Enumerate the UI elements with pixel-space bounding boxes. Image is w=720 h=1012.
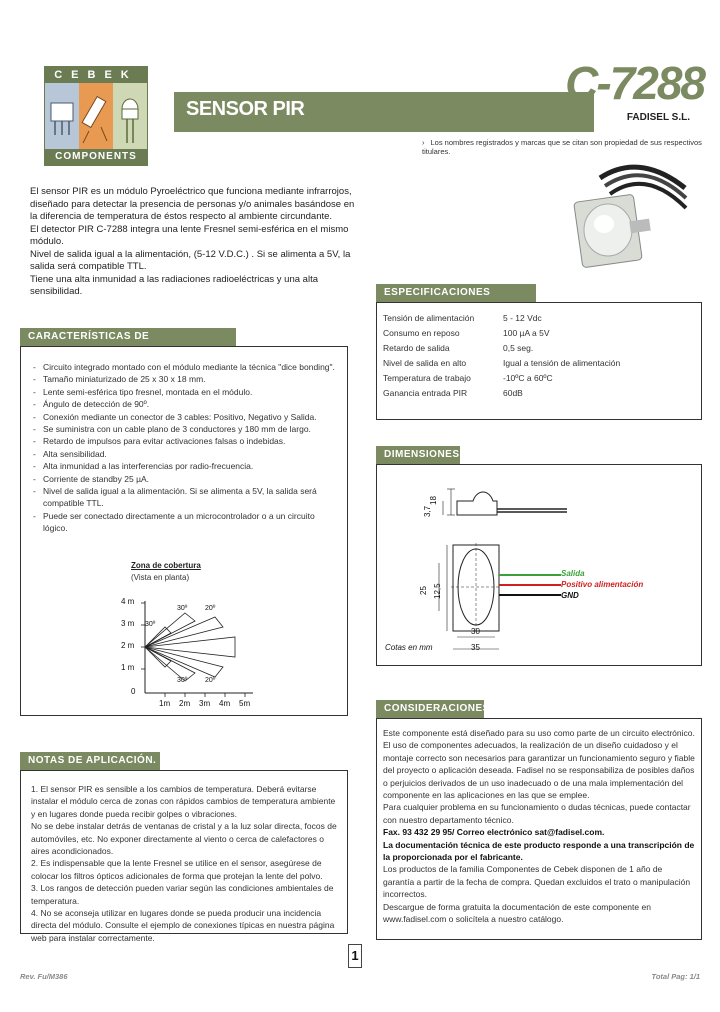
caracteristicas-list <box>33 361 339 535</box>
notas-paragraph: 3. Los rangos de detección pueden variar según las condiciones ambientales de temperatura. <box>31 883 334 906</box>
trademark-note <box>422 138 720 156</box>
x-label-2m: 2m <box>179 699 191 708</box>
spec-value: 60dB <box>503 388 523 398</box>
caracteristicas-box <box>20 346 348 716</box>
cons-paragraph-documentation: La documentación técnica de este producto responde a una transcripción de la proporcionada por el fabricante. <box>383 839 695 863</box>
cebek-logo <box>44 66 148 166</box>
list-item: - Alta inmunidad a las interferencias por radio-frecuencia. <box>33 460 339 472</box>
logo-brand-text: CEBEK <box>45 67 147 83</box>
list-item: - Retardo de impulsos para evitar activaciones falsas o indebidas. <box>33 435 339 447</box>
dimensiones-header: DIMENSIONES. <box>376 446 460 464</box>
spec-label: Retardo de salida <box>383 343 450 353</box>
spec-value: Igual a tensión de alimentación <box>503 358 621 368</box>
table-row <box>383 313 620 328</box>
page-title: SENSOR PIR <box>186 98 305 120</box>
company-name: FADISEL S.L. <box>626 112 690 123</box>
trademark-note-text: Los nombres registrados y marcas que se citan son propiedad de sus respectivos titulares. <box>422 138 702 156</box>
intro-paragraph: El sensor PIR es un módulo Pyroeléctrico que funciona mediante infrarrojos, diseñado para detectar la presencia de personas y/o animales basándose en la diferencia de temperatura de éstos respecto al ambiente circundante. <box>30 186 355 222</box>
spec-value: 5 - 12 Vdc <box>503 313 542 323</box>
consideraciones-header: CONSIDERACIONES. <box>376 700 484 718</box>
spec-label: Ganancia entrada PIR <box>383 388 468 398</box>
angle-label: 20º <box>205 677 216 684</box>
x-label-5m: 5m <box>239 699 251 708</box>
notas-paragraph: 1. El sensor PIR es sensible a los cambios de temperatura. Deberá evitarse instalar el módulo cerca de zonas con rápidos cambios de temperatura ambiente y en lugares donde pueda recibir golpes o vibraciones. <box>31 784 336 819</box>
wire-label-gnd: GND <box>561 591 579 600</box>
spec-value: 100 µA a 5V <box>503 328 550 338</box>
unit-note: Cotas en mm <box>385 643 433 652</box>
table-row <box>383 388 620 403</box>
angle-label: 30º <box>177 605 188 612</box>
list-item: - Ángulo de detección de 90º. <box>33 398 339 410</box>
dimensiones-box <box>376 464 702 666</box>
spec-label: Nivel de salida en alto <box>383 358 467 368</box>
revision-code: Rev. Fu/M386 <box>20 972 68 981</box>
dim-height-total: 18 <box>429 496 438 505</box>
especificaciones-header: ESPECIFICACIONES TÉCNICAS. <box>376 284 536 302</box>
caracteristicas-header: CARACTERÍSTICAS DE FUNCIONAMIENTO. <box>20 328 236 346</box>
cons-paragraph-contact: Fax. 93 432 29 95/ Correo electrónico sat@fadisel.com. <box>383 827 605 838</box>
wire-label-positivo: Positivo alimentación <box>561 580 644 589</box>
dim-length-inner: 30 <box>471 627 480 636</box>
list-item: - Tamaño miniaturizado de 25 x 30 x 18 mm. <box>33 373 339 385</box>
coverage-subtitle: (Vista en planta) <box>131 573 190 582</box>
especificaciones-box <box>376 302 702 420</box>
spec-value: 0,5 seg. <box>503 343 534 353</box>
angle-label: 30º <box>177 677 188 684</box>
cons-paragraph: Este componente está diseñado para su uso como parte de un circuito electrónico. El uso de componentes adecuados, la realización de un diseño cuidadoso y el montaje correcto son necesarios para garantizar un funcionamiento seguro y fiable del proyecto o aplicación deseada. Fadisel no se responsabiliza de posibles daños o perjuicios derivados de un uso inadecuado o de una mala implementación del componente en las aplicaciones en las que se emplee. <box>383 728 695 801</box>
cons-paragraph: Los productos de la familia Componentes de Cebek disponen de 1 año de garantía a partir de la fecha de compra. Quedan excluidos el trato o manipulación incorrectos. <box>383 864 691 900</box>
logo-artwork <box>45 83 147 149</box>
intro-text <box>30 186 360 299</box>
dim-width-inner: 12,5 <box>433 583 442 599</box>
dim-height-part: 3,7 <box>423 505 432 517</box>
logo-components-text: COMPONENTS <box>45 149 147 165</box>
notas-paragraph: 2. Es indispensable que la lente Fresnel se utilice en el sensor, asegúrese de colocar los filtros ópticos adicionales de forma que protejan la lente del polvo. <box>31 858 323 881</box>
notas-text <box>31 783 339 944</box>
y-label-1m: 1 m <box>121 663 135 672</box>
spec-table <box>383 313 620 403</box>
dimension-drawing <box>377 465 701 665</box>
total-pages: Total Pag: 1/1 <box>651 972 700 981</box>
list-item: - Nivel de salida igual a la alimentación. Si se alimenta a 5V, la salida será compatible TTL. <box>33 485 339 510</box>
spec-label: Tensión de alimentación <box>383 313 475 323</box>
notas-header: NOTAS DE APLICACIÓN. <box>20 752 160 770</box>
notas-paragraph: 4. No se aconseja utilizar en lugares donde se pueda producir una incidencia directa del módulo. Consulte el ejemplo de conexiones típicas en nuestra página web para instalar correctamente. <box>31 908 335 943</box>
coverage-title: Zona de cobertura <box>131 561 201 570</box>
cons-paragraph: Descargue de forma gratuita la documentación de este componente en www.fadisel.com o solicítela a nuestro catálogo. <box>383 901 651 925</box>
pir-sensor-photo <box>560 158 688 276</box>
product-code: C-7288 <box>565 57 704 109</box>
y-label-4m: 4 m <box>121 597 135 606</box>
intro-paragraph: Tiene una alta inmunidad a las radiaciones radioeléctricas y una alta sensibilidad. <box>30 273 318 297</box>
table-row <box>383 358 620 373</box>
table-row <box>383 373 620 388</box>
spec-value: -10ºC a 60ºC <box>503 373 553 383</box>
page-number: 1 <box>348 944 362 968</box>
x-label-1m: 1m <box>159 699 171 708</box>
spec-label: Consumo en reposo <box>383 328 460 338</box>
consideraciones-text <box>383 727 695 926</box>
dim-length-outer: 35 <box>471 643 480 652</box>
y-label-3m: 3 m <box>121 619 135 628</box>
angle-label: 20º <box>205 605 216 612</box>
intro-paragraph: Nivel de salida igual a la alimentación, (5-12 V.D.C.) . Si se alimenta a 5V, la salida será compatible TTL. <box>30 248 351 272</box>
y-label-0: 0 <box>131 687 136 696</box>
table-row <box>383 343 620 358</box>
list-item: - Puede ser conectado directamente a un microcontrolador o a un circuito lógico. <box>33 510 339 535</box>
list-item: - Conexión mediante un conector de 3 cables: Positivo, Negativo y Salida. <box>33 411 339 423</box>
x-label-4m: 4m <box>219 699 231 708</box>
list-item: - Corriente de standby 25 µA. <box>33 473 339 485</box>
intro-paragraph: El detector PIR C-7288 integra una lente Fresnel semi-esférica en el mismo módulo. <box>30 223 349 247</box>
table-row <box>383 328 620 343</box>
y-label-2m: 2 m <box>121 641 135 650</box>
angle-label: 30º <box>145 621 156 628</box>
list-item: - Se suministra con un cable plano de 3 conductores y 180 mm de largo. <box>33 423 339 435</box>
list-item: - Alta sensibilidad. <box>33 448 339 460</box>
notas-paragraph: No se debe instalar detrás de ventanas de cristal y a la luz solar directa, focos de automóviles, etc. No exponer directamente al viento o cerca de calefactores o aires acondicionados. <box>31 821 337 857</box>
wire-label-salida: Salida <box>561 569 585 578</box>
spec-label: Temperatura de trabajo <box>383 373 471 383</box>
x-label-3m: 3m <box>199 699 211 708</box>
notas-box <box>20 770 348 943</box>
dim-width-outer: 25 <box>419 586 428 595</box>
cons-paragraph: Para cualquier problema en su funcionamiento o dudas técnicas, puede contactar con nuestro departamento técnico. <box>383 802 691 825</box>
list-item: - Lente semi-esférica tipo fresnel, montada en el módulo. <box>33 386 339 398</box>
note-bullet: › <box>422 138 425 147</box>
consideraciones-box <box>376 718 702 940</box>
list-item: - Circuito integrado montado con el módulo mediante la técnica "dice bonding". <box>33 361 339 373</box>
